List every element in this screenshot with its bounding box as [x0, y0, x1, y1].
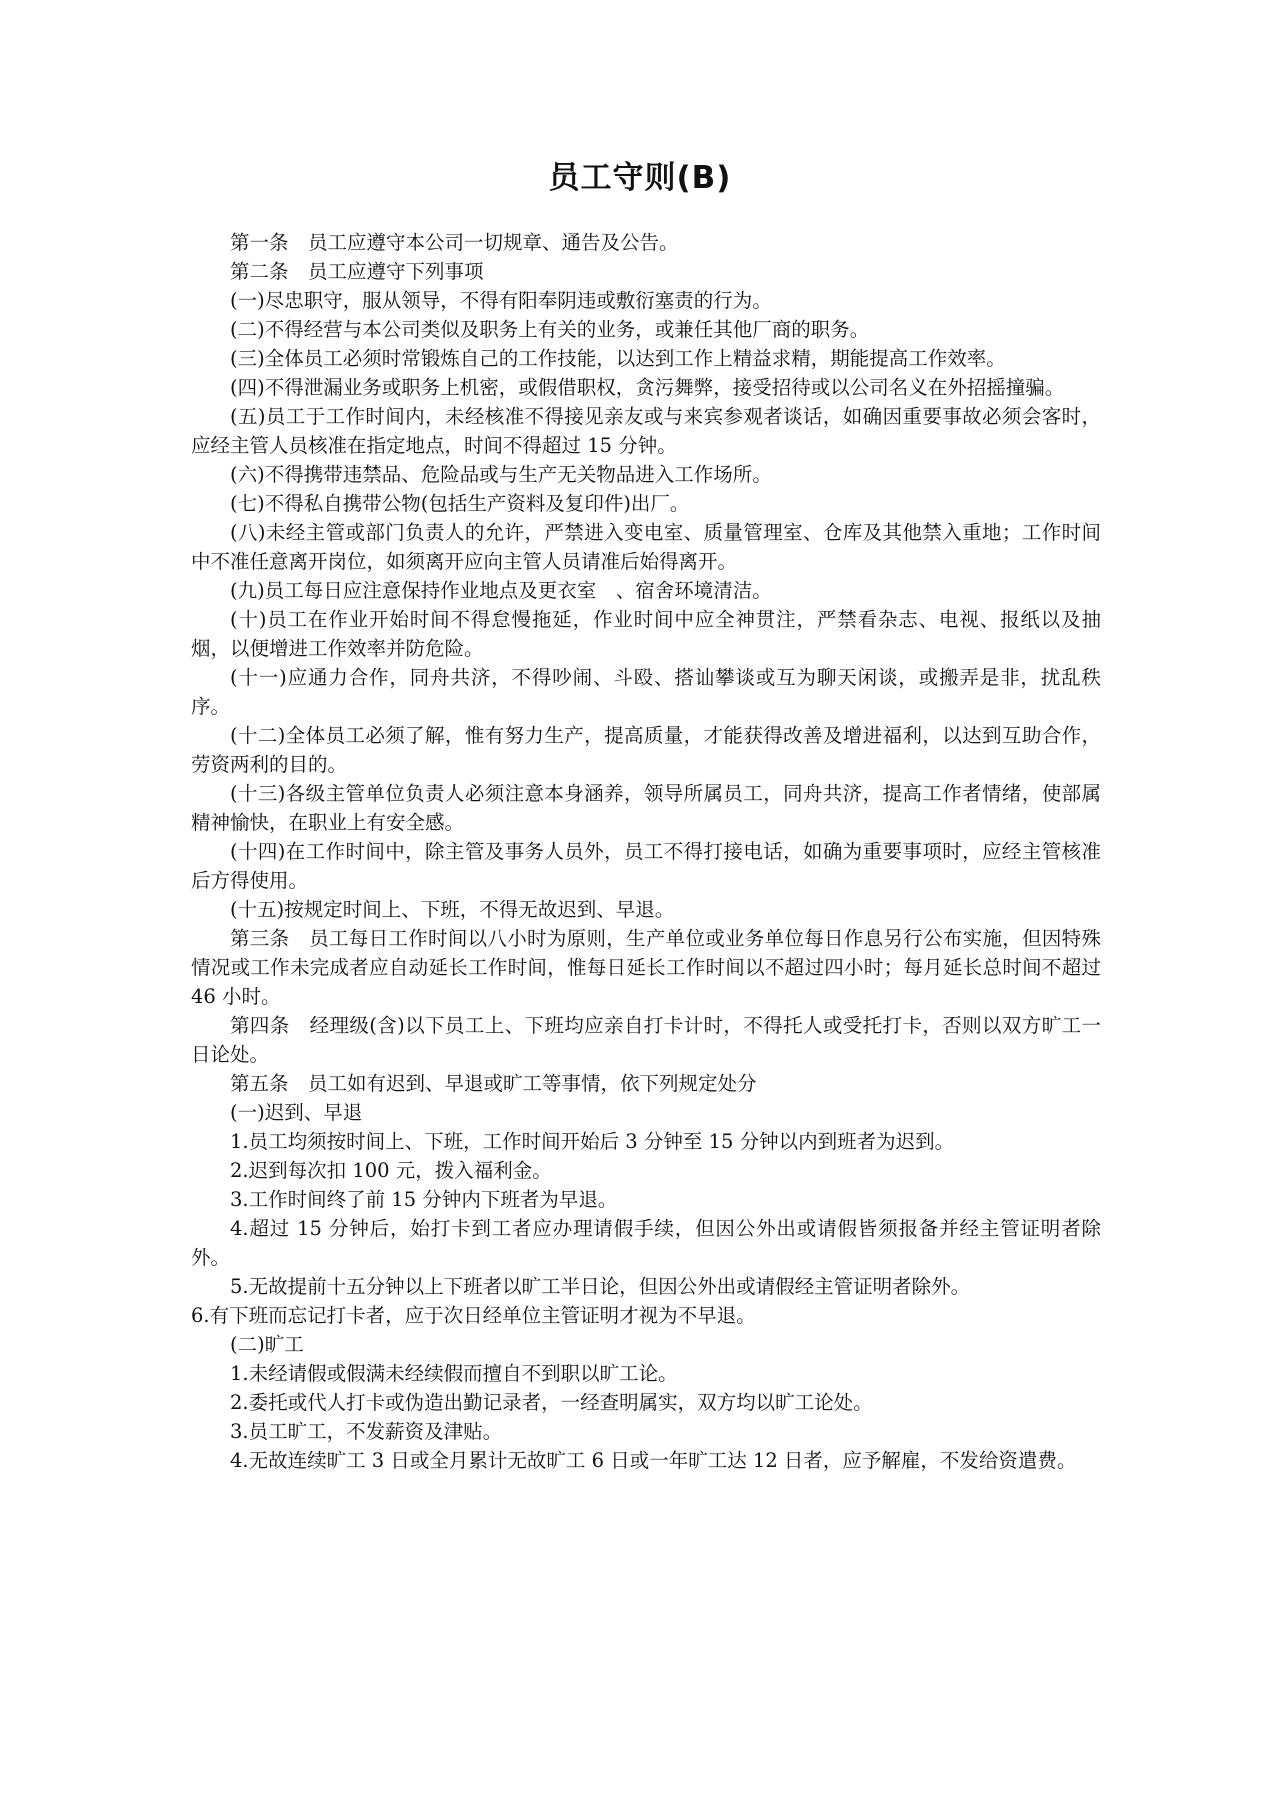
article-2-item-12: (十二)全体员工必须了解，惟有努力生产，提高质量，才能获得改善及增进福利，以达到互助合作，劳资两利的目的。	[191, 724, 1101, 776]
document-body	[191, 228, 1101, 1475]
article-3: 第三条 员工每日工作时间以八小时为原则，生产单位或业务单位每日作息另行公布实施，但因特殊情况或工作未完成者应自动延长工作时间，惟每日延长工作时间以不超过四小时；每月延长总时间不超过 46 小时。	[191, 927, 1101, 1008]
article-5-section-1-rule-3: 3.工作时间终了前 15 分钟内下班者为早退。	[230, 1188, 618, 1211]
article-5-section-1-rule-6: 6.有下班而忘记打卡者，应于次日经单位主管证明才视为不早退。	[191, 1304, 756, 1327]
article-1: 第一条 员工应遵守本公司一切规章、通告及公告。	[230, 231, 679, 254]
article-2-item-9: (九)员工每日应注意保持作业地点及更衣室 、宿舍环境清洁。	[230, 579, 772, 602]
article-5-section-2-rule-2: 2.委托或代人打卡或伪造出勤记录者，一经查明属实，双方均以旷工论处。	[230, 1391, 873, 1414]
article-5: 第五条 员工如有迟到、早退或旷工等事情，依下列规定处分	[230, 1072, 757, 1095]
article-2-item-8: (八)未经主管或部门负责人的允许，严禁进入变电室、质量管理室、仓库及其他禁入重地；工作时间中不准任意离开岗位，如须离开应向主管人员请准后始得离开。	[191, 521, 1101, 573]
article-2-item-5: (五)员工于工作时间内，未经核准不得接见亲友或与来宾参观者谈话，如确因重要事故必须会客时，应经主管人员核准在指定地点，时间不得超过 15 分钟。	[191, 405, 1101, 457]
article-2: 第二条 员工应遵守下列事项	[230, 260, 484, 283]
article-5-section-2-rule-3: 3.员工旷工，不发薪资及津贴。	[230, 1420, 503, 1443]
article-2-item-14: (十四)在工作时间中，除主管及事务人员外，员工不得打接电话，如确为重要事项时，应经主管核准后方得使用。	[191, 840, 1101, 892]
article-2-item-2: (二)不得经营与本公司类似及职务上有关的业务，或兼任其他厂商的职务。	[230, 318, 870, 341]
article-2-item-7: (七)不得私自携带公物(包括生产资料及复印件)出厂。	[230, 492, 690, 515]
article-5-section-2-rule-4: 4.无故连续旷工 3 日或全月累计无故旷工 6 日或一年旷工达 12 日者，应予解雇，不发给资遣费。	[230, 1449, 1077, 1472]
article-2-item-10: (十)员工在作业开始时间不得怠慢拖延，作业时间中应全神贯注，严禁看杂志、电视、报纸以及抽烟，以便增进工作效率并防危险。	[191, 608, 1101, 660]
article-2-item-6: (六)不得携带违禁品、危险品或与生产无关物品进入工作场所。	[230, 463, 772, 486]
article-4: 第四条 经理级(含)以下员工上、下班均应亲自打卡计时，不得托人或受托打卡，否则以双方旷工一日论处。	[191, 1014, 1101, 1066]
article-5-section-1-rule-2: 2.迟到每次扣 100 元，拨入福利金。	[230, 1159, 552, 1182]
article-5-section-1-rule-4: 4.超过 15 分钟后，始打卡到工者应办理请假手续，但因公外出或请假皆须报备并经主管证明者除外。	[191, 1217, 1101, 1269]
article-5-section-1-rule-1: 1.员工均须按时间上、下班，工作时间开始后 3 分钟至 15 分钟以内到班者为迟到。	[230, 1130, 955, 1153]
article-2-item-1: (一)尽忠职守，服从领导，不得有阳奉阴违或敷衍塞责的行为。	[230, 289, 772, 312]
article-2-item-13: (十三)各级主管单位负责人必须注意本身涵养，领导所属员工，同舟共济，提高工作者情绪，使部属精神愉快，在职业上有安全感。	[191, 782, 1101, 834]
article-5-section-1: (一)迟到、早退	[230, 1101, 363, 1124]
article-2-item-3: (三)全体员工必须时常锻炼自己的工作技能，以达到工作上精益求精，期能提高工作效率。	[230, 347, 1006, 370]
article-2-item-15: (十五)按规定时间上、下班，不得无故迟到、早退。	[230, 898, 675, 921]
article-2-item-4: (四)不得泄漏业务或职务上机密，或假借职权，贪污舞弊，接受招待或以公司名义在外招摇撞骗。	[230, 376, 1065, 399]
article-5-section-2: (二)旷工	[230, 1333, 304, 1356]
document-title: 员工守则(B)	[548, 160, 732, 196]
article-5-section-1-rule-5: 5.无故提前十五分钟以上下班者以旷工半日论，但因公外出或请假经主管证明者除外。	[230, 1275, 971, 1298]
article-2-item-11: (十一)应通力合作，同舟共济，不得吵闹、斗殴、搭讪攀谈或互为聊天闲谈，或搬弄是非，扰乱秩序。	[191, 666, 1101, 718]
article-5-section-2-rule-1: 1.未经请假或假满未经续假而擅自不到职以旷工论。	[230, 1362, 678, 1385]
